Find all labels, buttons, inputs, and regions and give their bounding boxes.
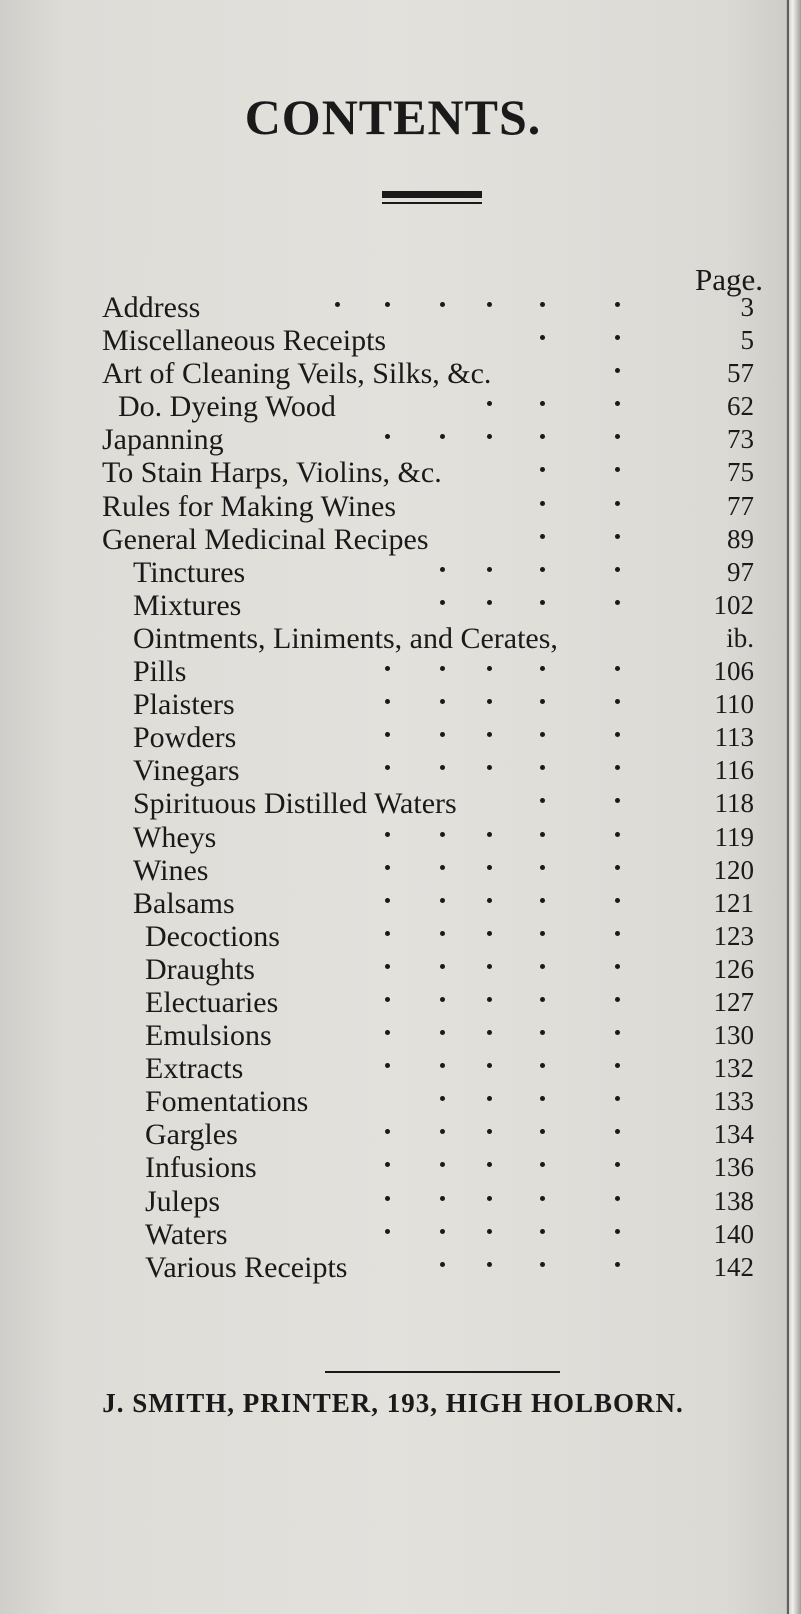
leader-dot [487, 1196, 492, 1201]
entry-title: Powders [133, 721, 237, 755]
leader-dot [487, 732, 492, 737]
leader-dot [440, 931, 445, 936]
contents-list [0, 291, 786, 1284]
leader-dots [0, 456, 786, 489]
entry-page-number: 140 [713, 1218, 754, 1249]
entry-title: Wines [133, 853, 209, 887]
leader-dot [615, 600, 620, 605]
leader-dot [385, 1196, 390, 1201]
leader-dot [615, 1162, 620, 1167]
contents-entry [0, 1251, 786, 1284]
leader-dot [615, 368, 620, 373]
leader-dot [540, 765, 545, 770]
leader-dot [385, 302, 390, 307]
leader-dot [487, 666, 492, 671]
entry-title: Gargles [145, 1118, 238, 1152]
leader-dots [0, 622, 786, 655]
entry-title: Miscellaneous Receipts [102, 324, 387, 358]
entry-title: Various Receipts [145, 1250, 348, 1284]
leader-dot [615, 765, 620, 770]
leader-dot [540, 1196, 545, 1201]
leader-dot [615, 335, 620, 340]
contents-entry [0, 854, 786, 887]
contents-entry [0, 556, 786, 589]
entry-title: Electuaries [145, 985, 279, 1019]
entry-title: Pills [133, 655, 187, 689]
leader-dot [540, 732, 545, 737]
leader-dot [440, 964, 445, 969]
leader-dot [385, 832, 390, 837]
page-edge-line [787, 0, 789, 1614]
leader-dots [0, 986, 786, 1019]
printer-imprint: J. SMITH, PRINTER, 193, HIGH HOLBORN. [102, 1388, 684, 1418]
contents-entry [0, 1118, 786, 1151]
leader-dot [615, 401, 620, 406]
leader-dots [0, 357, 786, 390]
leader-dot [487, 765, 492, 770]
leader-dot [385, 732, 390, 737]
leader-dot [540, 501, 545, 506]
entry-page-number: 77 [727, 490, 754, 521]
contents-entry [0, 754, 786, 787]
leader-dots [0, 854, 786, 887]
entry-title: Balsams [133, 886, 235, 920]
contents-entry [0, 324, 786, 357]
leader-dot [385, 1229, 390, 1234]
leader-dot [487, 1096, 492, 1101]
leader-dot [540, 534, 545, 539]
entry-title: Waters [145, 1217, 228, 1251]
leader-dots [0, 887, 786, 920]
leader-dot [440, 1229, 445, 1234]
entry-title: Vinegars [133, 754, 240, 788]
leader-dot [440, 1096, 445, 1101]
leader-dot [540, 832, 545, 837]
leader-dot [615, 302, 620, 307]
entry-page-number: 127 [713, 986, 754, 1017]
leader-dot [540, 434, 545, 439]
leader-dot [540, 467, 545, 472]
entry-page-number: 97 [727, 556, 754, 587]
leader-dots [0, 1052, 786, 1085]
entry-page-number: 126 [713, 953, 754, 984]
leader-dot [440, 1129, 445, 1134]
leader-dot [615, 1030, 620, 1035]
leader-dots [0, 787, 786, 820]
contents-entry [0, 920, 786, 953]
leader-dot [487, 832, 492, 837]
entry-title: Decoctions [145, 919, 280, 953]
entry-page-number: 110 [714, 689, 754, 720]
leader-dot [487, 302, 492, 307]
leader-dot [487, 1063, 492, 1068]
leader-dots [0, 920, 786, 953]
entry-title: Fomentations [145, 1085, 309, 1119]
leader-dot [385, 765, 390, 770]
leader-dot [615, 865, 620, 870]
leader-dot [487, 567, 492, 572]
entry-page-number: 142 [713, 1251, 754, 1282]
leader-dot [540, 600, 545, 605]
leader-dot [385, 434, 390, 439]
leader-dot [487, 600, 492, 605]
contents-entry [0, 589, 786, 622]
entry-title: Spirituous Distilled Waters [133, 787, 457, 821]
leader-dot [540, 1162, 545, 1167]
leader-dot [440, 434, 445, 439]
leader-dot [540, 997, 545, 1002]
contents-entry [0, 688, 786, 721]
leader-dot [540, 302, 545, 307]
leader-dot [540, 666, 545, 671]
entry-title: Ointments, Liniments, and Cerates, [133, 621, 558, 655]
leader-dot [615, 501, 620, 506]
leader-dots [0, 754, 786, 787]
entry-title: Do. Dyeing Wood [118, 390, 336, 424]
leader-dot [540, 865, 545, 870]
contents-entry [0, 986, 786, 1019]
leader-dot [615, 1229, 620, 1234]
leader-dot [615, 1129, 620, 1134]
leader-dot [385, 1030, 390, 1035]
contents-entry [0, 291, 786, 324]
leader-dot [440, 1162, 445, 1167]
leader-dot [540, 931, 545, 936]
leader-dot [385, 1063, 390, 1068]
leader-dots [0, 291, 786, 324]
leader-dot [615, 1196, 620, 1201]
leader-dot [540, 1129, 545, 1134]
leader-dots [0, 721, 786, 754]
leader-dot [487, 997, 492, 1002]
leader-dot [440, 1063, 445, 1068]
leader-dot [385, 964, 390, 969]
title-rule-thin [382, 202, 482, 204]
entry-page-number: 113 [714, 722, 754, 753]
entry-title: Art of Cleaning Veils, Silks, &c. [102, 357, 492, 391]
contents-entry [0, 655, 786, 688]
contents-entry [0, 1185, 786, 1218]
entry-title: Japanning [102, 423, 224, 457]
leader-dot [540, 898, 545, 903]
title-rule-thick [382, 191, 482, 198]
leader-dot [615, 534, 620, 539]
leader-dot [615, 964, 620, 969]
leader-dots [0, 1118, 786, 1151]
leader-dot [487, 1162, 492, 1167]
entry-page-number: 57 [727, 358, 754, 389]
page-column-heading: Page. [695, 262, 764, 297]
entry-page-number: 106 [713, 656, 754, 687]
leader-dots [0, 1251, 786, 1284]
leader-dot [440, 832, 445, 837]
leader-dots [0, 821, 786, 854]
entry-title: Wheys [133, 820, 217, 854]
leader-dot [487, 964, 492, 969]
leader-dot [335, 302, 340, 307]
leader-dot [615, 798, 620, 803]
leader-dots [0, 1019, 786, 1052]
leader-dot [385, 666, 390, 671]
leader-dot [440, 765, 445, 770]
entry-page-number: 132 [713, 1053, 754, 1084]
leader-dots [0, 556, 786, 589]
entry-page-number: 121 [713, 887, 754, 918]
contents-entry [0, 357, 786, 390]
entry-title: Mixtures [133, 588, 242, 622]
contents-entry [0, 390, 786, 423]
leader-dot [487, 401, 492, 406]
entry-title: Infusions [145, 1151, 257, 1185]
entry-page-number: 62 [727, 391, 754, 422]
leader-dot [487, 898, 492, 903]
entry-page-number: 5 [740, 325, 754, 356]
entry-title: Extracts [145, 1052, 244, 1086]
entry-page-number: 133 [713, 1086, 754, 1117]
contents-entry [0, 622, 786, 655]
leader-dot [615, 1096, 620, 1101]
leader-dot [540, 1229, 545, 1234]
leader-dot [540, 567, 545, 572]
contents-entry [0, 887, 786, 920]
leader-dot [440, 1262, 445, 1267]
entry-page-number: 89 [727, 523, 754, 554]
contents-entry [0, 1085, 786, 1118]
leader-dots [0, 655, 786, 688]
entry-page-number: 102 [713, 589, 754, 620]
entry-page-number: 119 [714, 821, 754, 852]
leader-dot [615, 666, 620, 671]
entry-page-number: 130 [713, 1020, 754, 1051]
leader-dots [0, 1185, 786, 1218]
leader-dot [487, 1229, 492, 1234]
contents-entry [0, 787, 786, 820]
contents-entry [0, 1151, 786, 1184]
entry-page-number: ib. [726, 622, 754, 653]
leader-dot [385, 931, 390, 936]
leader-dot [487, 1129, 492, 1134]
leader-dot [615, 434, 620, 439]
leader-dot [440, 600, 445, 605]
leader-dots [0, 589, 786, 622]
leader-dots [0, 1085, 786, 1118]
leader-dot [615, 931, 620, 936]
leader-dot [487, 1030, 492, 1035]
leader-dots [0, 490, 786, 523]
entry-title: Juleps [145, 1184, 220, 1218]
leader-dot [615, 832, 620, 837]
leader-dot [540, 1063, 545, 1068]
entry-page-number: 118 [714, 788, 754, 819]
leader-dot [540, 401, 545, 406]
entry-title: General Medicinal Recipes [102, 522, 429, 556]
leader-dot [487, 434, 492, 439]
leader-dot [440, 732, 445, 737]
leader-dot [487, 865, 492, 870]
leader-dot [385, 1129, 390, 1134]
leader-dot [385, 699, 390, 704]
contents-entry [0, 523, 786, 556]
entry-page-number: 116 [714, 755, 754, 786]
contents-entry [0, 490, 786, 523]
contents-entry [0, 821, 786, 854]
contents-entry [0, 1218, 786, 1251]
entry-title: To Stain Harps, Violins, &c. [102, 456, 442, 490]
leader-dots [0, 423, 786, 456]
leader-dot [615, 699, 620, 704]
entry-page-number: 3 [740, 292, 754, 322]
leader-dot [540, 1096, 545, 1101]
contents-entry [0, 1052, 786, 1085]
leader-dot [440, 699, 445, 704]
leader-dot [487, 1262, 492, 1267]
entry-title: Tinctures [133, 555, 246, 589]
leader-dot [615, 898, 620, 903]
entry-page-number: 73 [727, 424, 754, 455]
leader-dot [440, 865, 445, 870]
leader-dot [440, 898, 445, 903]
leader-dot [385, 997, 390, 1002]
contents-title: CONTENTS. [244, 89, 542, 145]
leader-dot [440, 302, 445, 307]
footer-rule [325, 1371, 560, 1373]
leader-dot [615, 1063, 620, 1068]
entry-title: Emulsions [145, 1019, 272, 1053]
leader-dot [440, 666, 445, 671]
entry-page-number: 120 [713, 854, 754, 885]
leader-dot [385, 865, 390, 870]
leader-dots [0, 953, 786, 986]
leader-dot [440, 997, 445, 1002]
entry-page-number: 134 [713, 1119, 754, 1150]
leader-dot [487, 931, 492, 936]
leader-dots [0, 688, 786, 721]
entry-page-number: 123 [713, 920, 754, 951]
leader-dots [0, 1151, 786, 1184]
leader-dot [615, 997, 620, 1002]
entry-title: Rules for Making Wines [102, 489, 397, 523]
leader-dot [440, 567, 445, 572]
leader-dot [615, 567, 620, 572]
contents-entry [0, 423, 786, 456]
entry-page-number: 75 [727, 457, 754, 488]
entry-title: Plaisters [133, 688, 235, 722]
leader-dots [0, 523, 786, 556]
leader-dot [540, 699, 545, 704]
leader-dot [615, 732, 620, 737]
leader-dots [0, 324, 786, 357]
contents-entry [0, 953, 786, 986]
leader-dot [615, 467, 620, 472]
entry-page-number: 138 [713, 1185, 754, 1216]
leader-dot [615, 1262, 620, 1267]
leader-dot [540, 1262, 545, 1267]
leader-dot [540, 1030, 545, 1035]
entry-title: Draughts [145, 952, 255, 986]
entry-title: Address [102, 291, 201, 324]
leader-dot [540, 964, 545, 969]
contents-entry [0, 1019, 786, 1052]
leader-dots [0, 1218, 786, 1251]
leader-dot [385, 898, 390, 903]
leader-dots [0, 390, 786, 423]
leader-dot [440, 1196, 445, 1201]
leader-dot [540, 798, 545, 803]
leader-dot [487, 699, 492, 704]
contents-entry [0, 721, 786, 754]
leader-dot [385, 1162, 390, 1167]
leader-dot [440, 1030, 445, 1035]
leader-dot [540, 335, 545, 340]
entry-page-number: 136 [713, 1152, 754, 1183]
contents-entry [0, 456, 786, 489]
